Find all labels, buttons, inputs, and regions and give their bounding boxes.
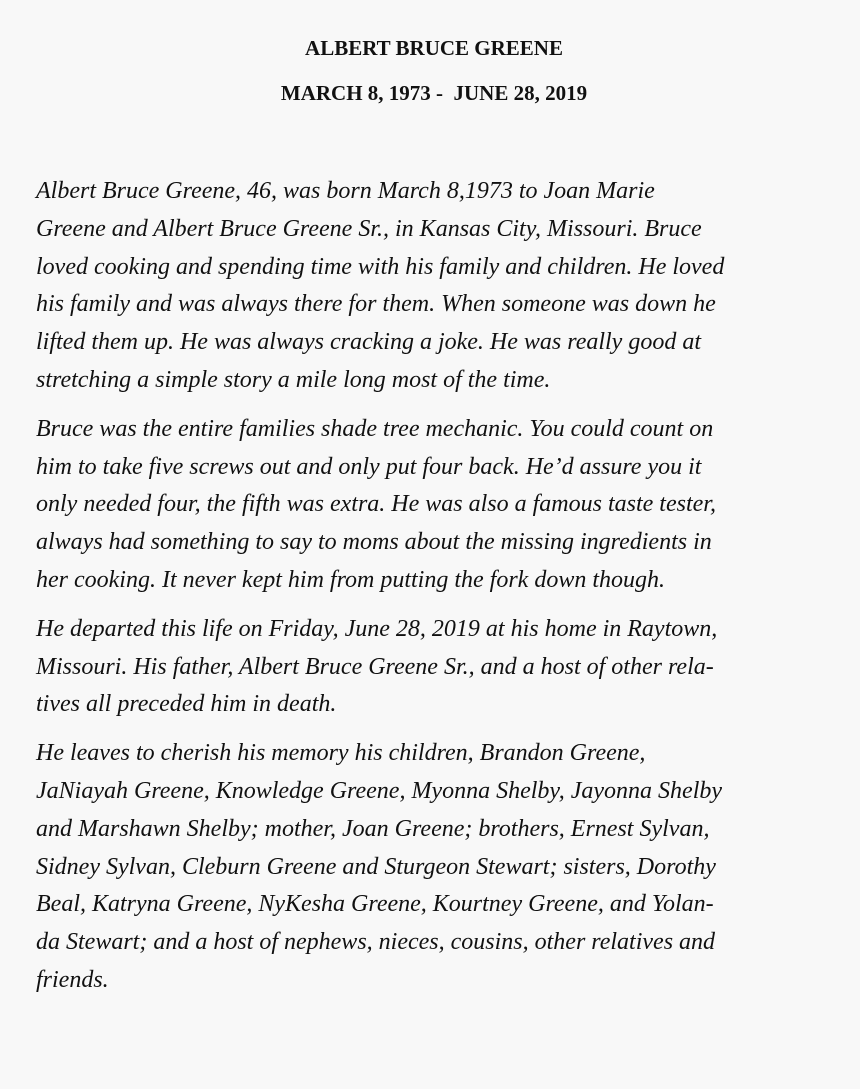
paragraph-1 xyxy=(36,173,836,400)
paragraph-3 xyxy=(36,611,836,724)
text-line: tives all preceded him in death. xyxy=(36,691,337,718)
text-line: his family and was always there for them. When someone was down he xyxy=(36,291,716,318)
text-line: loved cooking and spending time with his family and children. He loved xyxy=(36,253,725,280)
text-line: lifted them up. He was always cracking a joke. He was really good at xyxy=(36,329,702,356)
text-line: friends. xyxy=(36,966,109,993)
text-line: Sidney Sylvan, Cleburn Greene and Sturgeon Stewart; sisters, Dorothy xyxy=(36,853,716,880)
text-line: Albert Bruce Greene, 46, was born March 8,1973 to Joan Marie xyxy=(36,178,655,204)
text-line: and Marshawn Shelby; mother, Joan Greene; brothers, Ernest Sylvan, xyxy=(36,815,710,842)
text-line: He leaves to cherish his memory his children, Brandon Greene, xyxy=(36,740,646,767)
paragraph-4 xyxy=(36,735,836,1000)
text-line: He departed this life on Friday, June 28, 2019 at his home in Raytown, xyxy=(36,615,718,642)
text-line: JaNiayah Greene, Knowledge Greene, Myonna Shelby, Jayonna Shelby xyxy=(36,777,723,804)
text-line: Missouri. His father, Albert Bruce Greene Sr., and a host of other rela- xyxy=(36,653,714,680)
obituary-dates-heading: MARCH 8, 1973 - JUNE 28, 2019 xyxy=(280,81,588,105)
text-line: her cooking. It never kept him from putting the fork down though. xyxy=(36,566,666,593)
obituary-name-heading: ALBERT BRUCE GREENE xyxy=(305,36,563,60)
text-line: stretching a simple story a mile long most of the time. xyxy=(36,366,551,393)
text-line: Bruce was the entire families shade tree mechanic. You could count on xyxy=(36,415,714,442)
text-line: Beal, Katryna Greene, NyKesha Greene, Kourtney Greene, and Yolan- xyxy=(36,891,714,918)
obituary-body xyxy=(36,173,836,1011)
text-line: da Stewart; and a host of nephews, nieces, cousins, other relatives and xyxy=(36,929,716,956)
paragraph-2 xyxy=(36,411,836,600)
text-line: always had something to say to moms about the missing ingredients in xyxy=(36,529,712,556)
text-line: Greene and Albert Bruce Greene Sr., in Kansas City, Missouri. Bruce xyxy=(36,215,702,242)
text-line: him to take five screws out and only put four back. He’d assure you it xyxy=(36,453,702,480)
text-line: only needed four, the fifth was extra. He was also a famous taste tester, xyxy=(36,491,716,518)
